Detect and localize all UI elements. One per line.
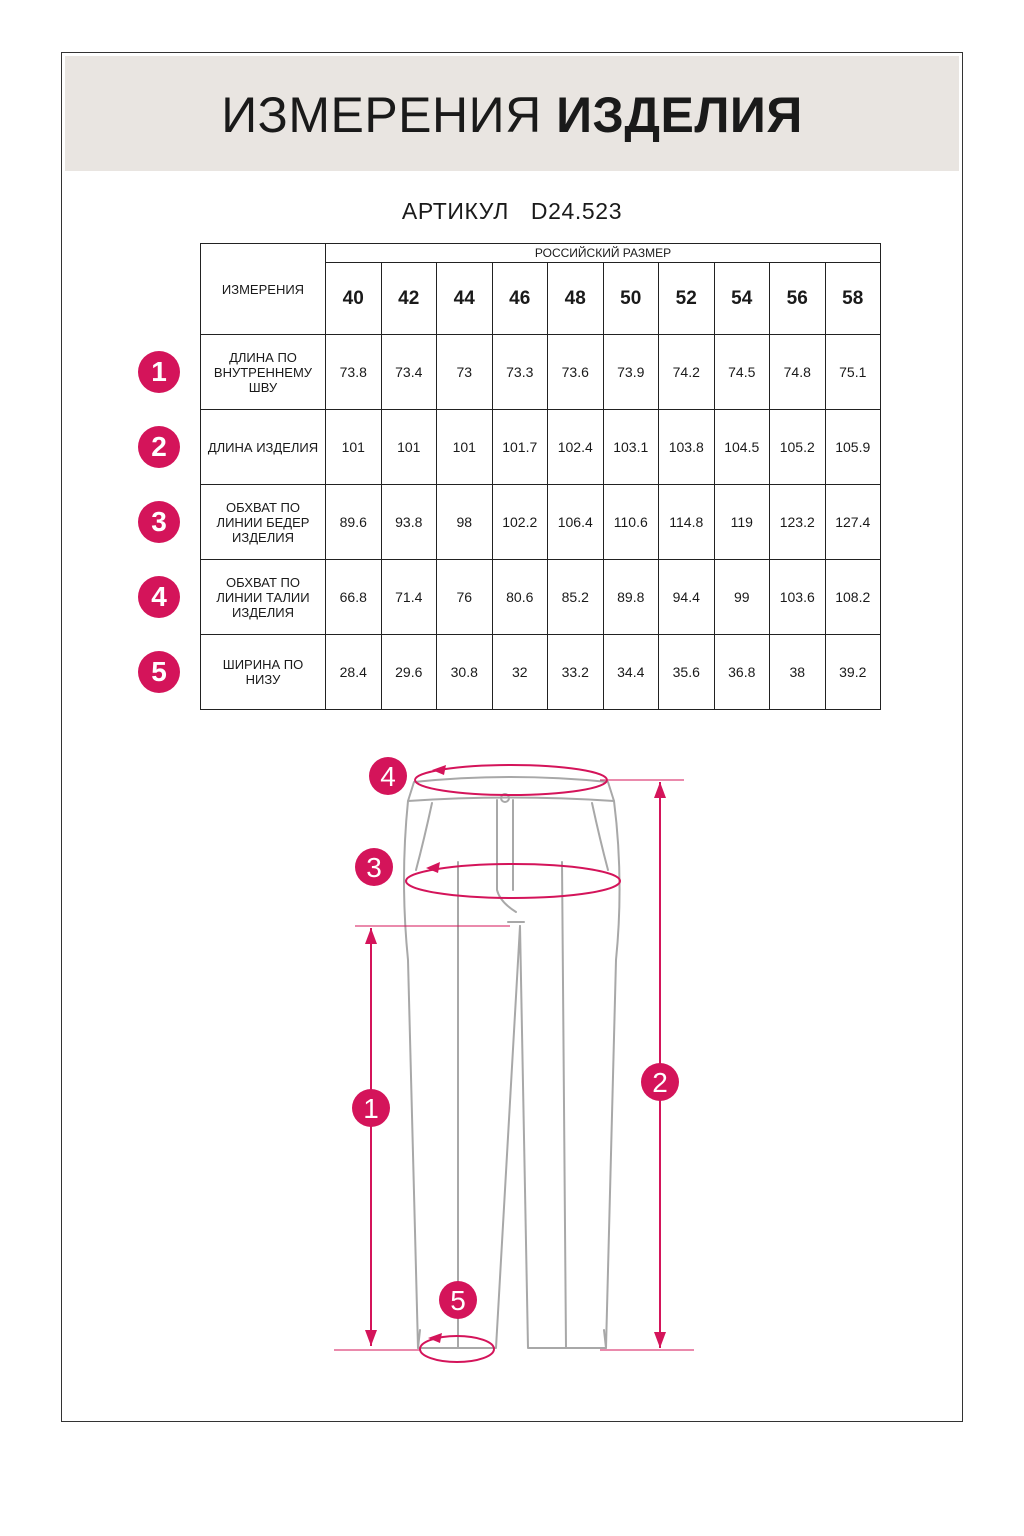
value-cell: 73.3	[492, 335, 548, 410]
left-pocket	[416, 803, 432, 870]
value-cell: 33.2	[548, 635, 604, 710]
value-cell: 101	[437, 410, 493, 485]
value-cell: 103.6	[770, 560, 826, 635]
article-label: АРТИКУЛ	[401, 198, 509, 224]
value-cell: 106.4	[548, 485, 604, 560]
size-header-50: 50	[603, 263, 659, 335]
value-cell: 123.2	[770, 485, 826, 560]
svg-text:4: 4	[380, 761, 396, 792]
trousers-outline	[404, 777, 620, 1348]
value-cell: 66.8	[326, 560, 382, 635]
value-cell: 102.4	[548, 410, 604, 485]
marker-1	[352, 1089, 390, 1127]
inseam-arrow-top	[365, 928, 377, 944]
value-cell: 108.2	[825, 560, 881, 635]
left-leg	[404, 801, 520, 1348]
value-cell: 93.8	[381, 485, 437, 560]
value-cell: 73.8	[326, 335, 382, 410]
value-cell: 114.8	[659, 485, 715, 560]
marker-5	[439, 1281, 477, 1319]
value-cell: 28.4	[326, 635, 382, 710]
value-cell: 29.6	[381, 635, 437, 710]
value-cell: 127.4	[825, 485, 881, 560]
row-label: ОБХВАТ ПО ЛИНИИ БЕДЕР ИЗДЕЛИЯ	[201, 485, 326, 560]
waist-arrow	[432, 765, 446, 775]
row-number-badge: 4	[138, 576, 180, 618]
svg-text:3: 3	[366, 852, 382, 883]
row-label: ДЛИНА ПО ВНУТРЕННЕМУ ШВУ	[201, 335, 326, 410]
svg-text:1: 1	[363, 1093, 379, 1124]
value-cell: 119	[714, 485, 770, 560]
row-number-badge: 2	[138, 426, 180, 468]
value-cell: 80.6	[492, 560, 548, 635]
value-cell: 104.5	[714, 410, 770, 485]
marker-4	[369, 757, 407, 795]
size-header-42: 42	[381, 263, 437, 335]
title-light: ИЗМЕРЕНИЯ	[221, 87, 542, 143]
size-header-46: 46	[492, 263, 548, 335]
value-cell: 75.1	[825, 335, 881, 410]
value-cell: 35.6	[659, 635, 715, 710]
value-cell: 34.4	[603, 635, 659, 710]
value-cell: 74.5	[714, 335, 770, 410]
marker-3	[355, 848, 393, 886]
value-cell: 89.8	[603, 560, 659, 635]
row-number-badge: 3	[138, 501, 180, 543]
value-cell: 98	[437, 485, 493, 560]
value-cell: 110.6	[603, 485, 659, 560]
size-header-54: 54	[714, 263, 770, 335]
value-cell: 105.9	[825, 410, 881, 485]
article-code: D24.523	[530, 198, 623, 224]
value-cell: 76	[437, 560, 493, 635]
value-cell: 71.4	[381, 560, 437, 635]
svg-text:5: 5	[450, 1285, 466, 1316]
value-cell: 73.9	[603, 335, 659, 410]
outer-length-arrow-top	[654, 782, 666, 798]
value-cell: 74.2	[659, 335, 715, 410]
size-header-58: 58	[825, 263, 881, 335]
right-leg	[520, 801, 620, 1348]
size-header-52: 52	[659, 263, 715, 335]
size-header-40: 40	[326, 263, 382, 335]
right-pocket	[592, 803, 608, 870]
value-cell: 74.8	[770, 335, 826, 410]
row-label: ДЛИНА ИЗДЕЛИЯ	[201, 410, 326, 485]
value-cell: 32	[492, 635, 548, 710]
outer-length-arrow-bottom	[654, 1332, 666, 1348]
value-cell: 85.2	[548, 560, 604, 635]
value-cell: 105.2	[770, 410, 826, 485]
value-cell: 102.2	[492, 485, 548, 560]
hem-arrow	[428, 1333, 442, 1343]
measurements-header: ИЗМЕРЕНИЯ	[201, 244, 326, 335]
value-cell: 73	[437, 335, 493, 410]
size-group-header: РОССИЙСКИЙ РАЗМЕР	[326, 244, 881, 263]
value-cell: 89.6	[326, 485, 382, 560]
size-header-44: 44	[437, 263, 493, 335]
size-header-48: 48	[548, 263, 604, 335]
value-cell: 101	[381, 410, 437, 485]
value-cell: 38	[770, 635, 826, 710]
value-cell: 99	[714, 560, 770, 635]
row-number-badge: 1	[138, 351, 180, 393]
value-cell: 36.8	[714, 635, 770, 710]
right-crease	[562, 862, 566, 1348]
value-cell: 94.4	[659, 560, 715, 635]
value-cell: 101	[326, 410, 382, 485]
title-bold: ИЗДЕЛИЯ	[556, 87, 803, 143]
inseam-arrow-bottom	[365, 1330, 377, 1346]
row-label: ШИРИНА ПО НИЗУ	[201, 635, 326, 710]
value-cell: 39.2	[825, 635, 881, 710]
value-cell: 103.8	[659, 410, 715, 485]
diagram-markers	[352, 757, 679, 1319]
value-cell: 30.8	[437, 635, 493, 710]
value-cell: 103.1	[603, 410, 659, 485]
value-cell: 73.4	[381, 335, 437, 410]
size-header-56: 56	[770, 263, 826, 335]
value-cell: 101.7	[492, 410, 548, 485]
row-label: ОБХВАТ ПО ЛИНИИ ТАЛИИ ИЗДЕЛИЯ	[201, 560, 326, 635]
row-number-badge: 5	[138, 651, 180, 693]
svg-text:2: 2	[652, 1067, 668, 1098]
marker-2	[641, 1063, 679, 1101]
value-cell: 73.6	[548, 335, 604, 410]
